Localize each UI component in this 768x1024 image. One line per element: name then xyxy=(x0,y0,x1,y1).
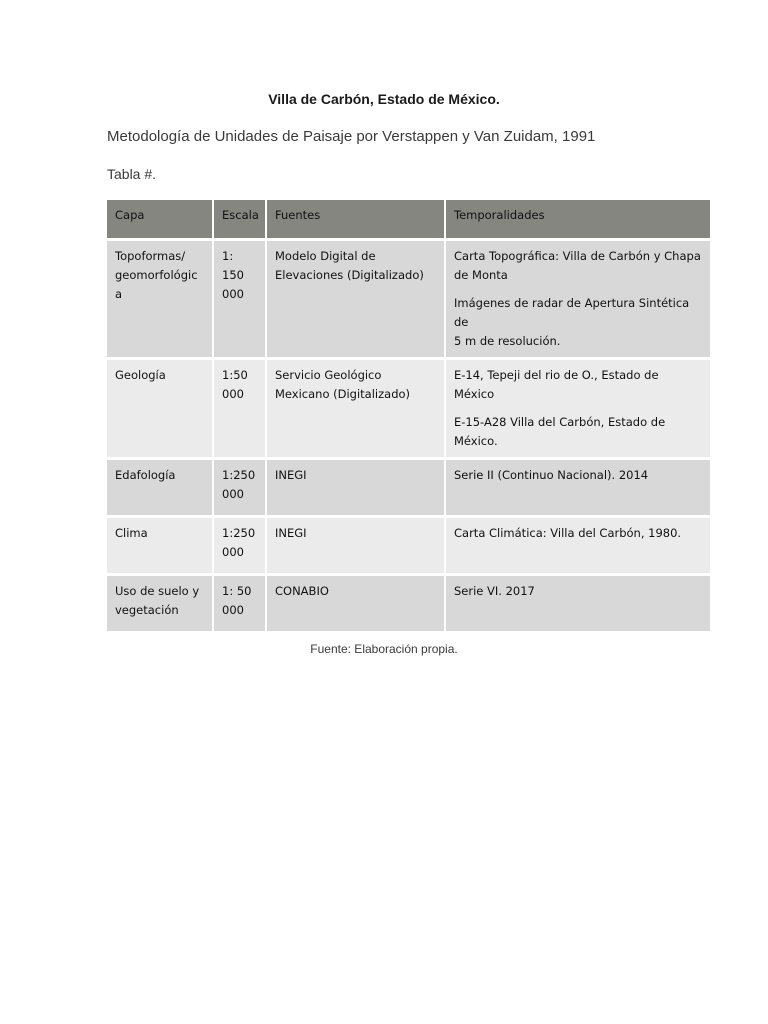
header-temporalidades: Temporalidades xyxy=(445,200,710,240)
cell-line: 1:50 xyxy=(222,368,248,382)
cell-line: Geología xyxy=(115,368,166,382)
cell-fuentes xyxy=(266,459,445,517)
cell-fuentes xyxy=(266,575,445,633)
cell-line: Elevaciones (Digitalizado) xyxy=(275,268,424,282)
table-row xyxy=(107,240,710,359)
cell-temporalidades xyxy=(445,517,710,575)
table-source-note: Fuente: Elaboración propia. xyxy=(310,642,458,656)
cell-fuentes xyxy=(266,240,445,359)
cell-line: 1:250 xyxy=(222,526,256,540)
cell-line: E-14, Tepeji del rio de O., Estado de México xyxy=(454,368,659,401)
cell-temporalidades xyxy=(445,240,710,359)
cell-paragraph xyxy=(454,466,702,485)
cell-temporalidades xyxy=(445,459,710,517)
cell-line: Carta Topográfica: Villa de Carbón y Chapa xyxy=(454,249,701,263)
cell-line: 1: 150 xyxy=(222,249,244,282)
cell-line: Imágenes de radar de Apertura Sintética de xyxy=(454,296,690,329)
cell-line: Topoformas/ xyxy=(115,249,186,263)
table-row xyxy=(107,459,710,517)
cell-temporalidades xyxy=(445,575,710,633)
cell-capa xyxy=(107,359,213,459)
cell-line: Edafología xyxy=(115,468,176,482)
cell-capa xyxy=(107,575,213,633)
cell-line: Serie II (Continuo Nacional). 2014 xyxy=(454,468,649,482)
cell-paragraph xyxy=(454,366,702,404)
cell-escala xyxy=(213,575,266,633)
cell-line: de Monta xyxy=(454,268,508,282)
table-header-row xyxy=(107,200,710,240)
table-row xyxy=(107,359,710,459)
cell-fuentes xyxy=(266,359,445,459)
cell-line: CONABIO xyxy=(275,584,329,598)
cell-line: 1: 50 xyxy=(222,584,252,598)
cell-line: vegetación xyxy=(115,603,179,617)
cell-escala xyxy=(213,240,266,359)
cell-line: INEGI xyxy=(275,468,307,482)
document-title: Villa de Carbón, Estado de México. xyxy=(268,91,500,107)
cell-escala xyxy=(213,517,266,575)
header-capa: Capa xyxy=(107,200,213,240)
cell-line: 000 xyxy=(222,603,244,617)
cell-temporalidades xyxy=(445,359,710,459)
landscape-units-table xyxy=(107,200,710,634)
cell-line: Uso de suelo y xyxy=(115,584,200,598)
table-row xyxy=(107,575,710,633)
cell-paragraph xyxy=(454,247,702,285)
cell-escala xyxy=(213,359,266,459)
cell-line: geomorfológic xyxy=(115,268,198,282)
table-label: Tabla #. xyxy=(107,166,157,182)
cell-line: INEGI xyxy=(275,526,307,540)
cell-line: Serie VI. 2017 xyxy=(454,584,535,598)
cell-line: Carta Climática: Villa del Carbón, 1980. xyxy=(454,526,682,540)
cell-escala xyxy=(213,459,266,517)
cell-line: Mexicano (Digitalizado) xyxy=(275,387,411,401)
document-subtitle: Metodología de Unidades de Paisaje por Verstappen y Van Zuidam, 1991 xyxy=(107,128,596,145)
cell-line: 000 xyxy=(222,387,244,401)
cell-line: 000 xyxy=(222,545,244,559)
cell-line: Modelo Digital de xyxy=(275,249,376,263)
header-fuentes: Fuentes xyxy=(266,200,445,240)
cell-capa xyxy=(107,240,213,359)
cell-line: Servicio Geológico xyxy=(275,368,382,382)
cell-line: E-15-A28 Villa del Carbón, Estado de xyxy=(454,415,666,429)
cell-line: 000 xyxy=(222,287,244,301)
cell-paragraph xyxy=(454,294,702,351)
cell-paragraph xyxy=(454,413,702,451)
cell-line: México. xyxy=(454,434,498,448)
cell-line: 000 xyxy=(222,487,244,501)
cell-paragraph xyxy=(454,582,702,601)
cell-paragraph xyxy=(454,524,702,543)
cell-line: 5 m de resolución. xyxy=(454,334,561,348)
table-row xyxy=(107,517,710,575)
header-escala: Escala xyxy=(213,200,266,240)
cell-fuentes xyxy=(266,517,445,575)
cell-line: 1:250 xyxy=(222,468,256,482)
cell-capa xyxy=(107,517,213,575)
cell-line: Clima xyxy=(115,526,148,540)
cell-capa xyxy=(107,459,213,517)
cell-line: a xyxy=(115,287,123,301)
